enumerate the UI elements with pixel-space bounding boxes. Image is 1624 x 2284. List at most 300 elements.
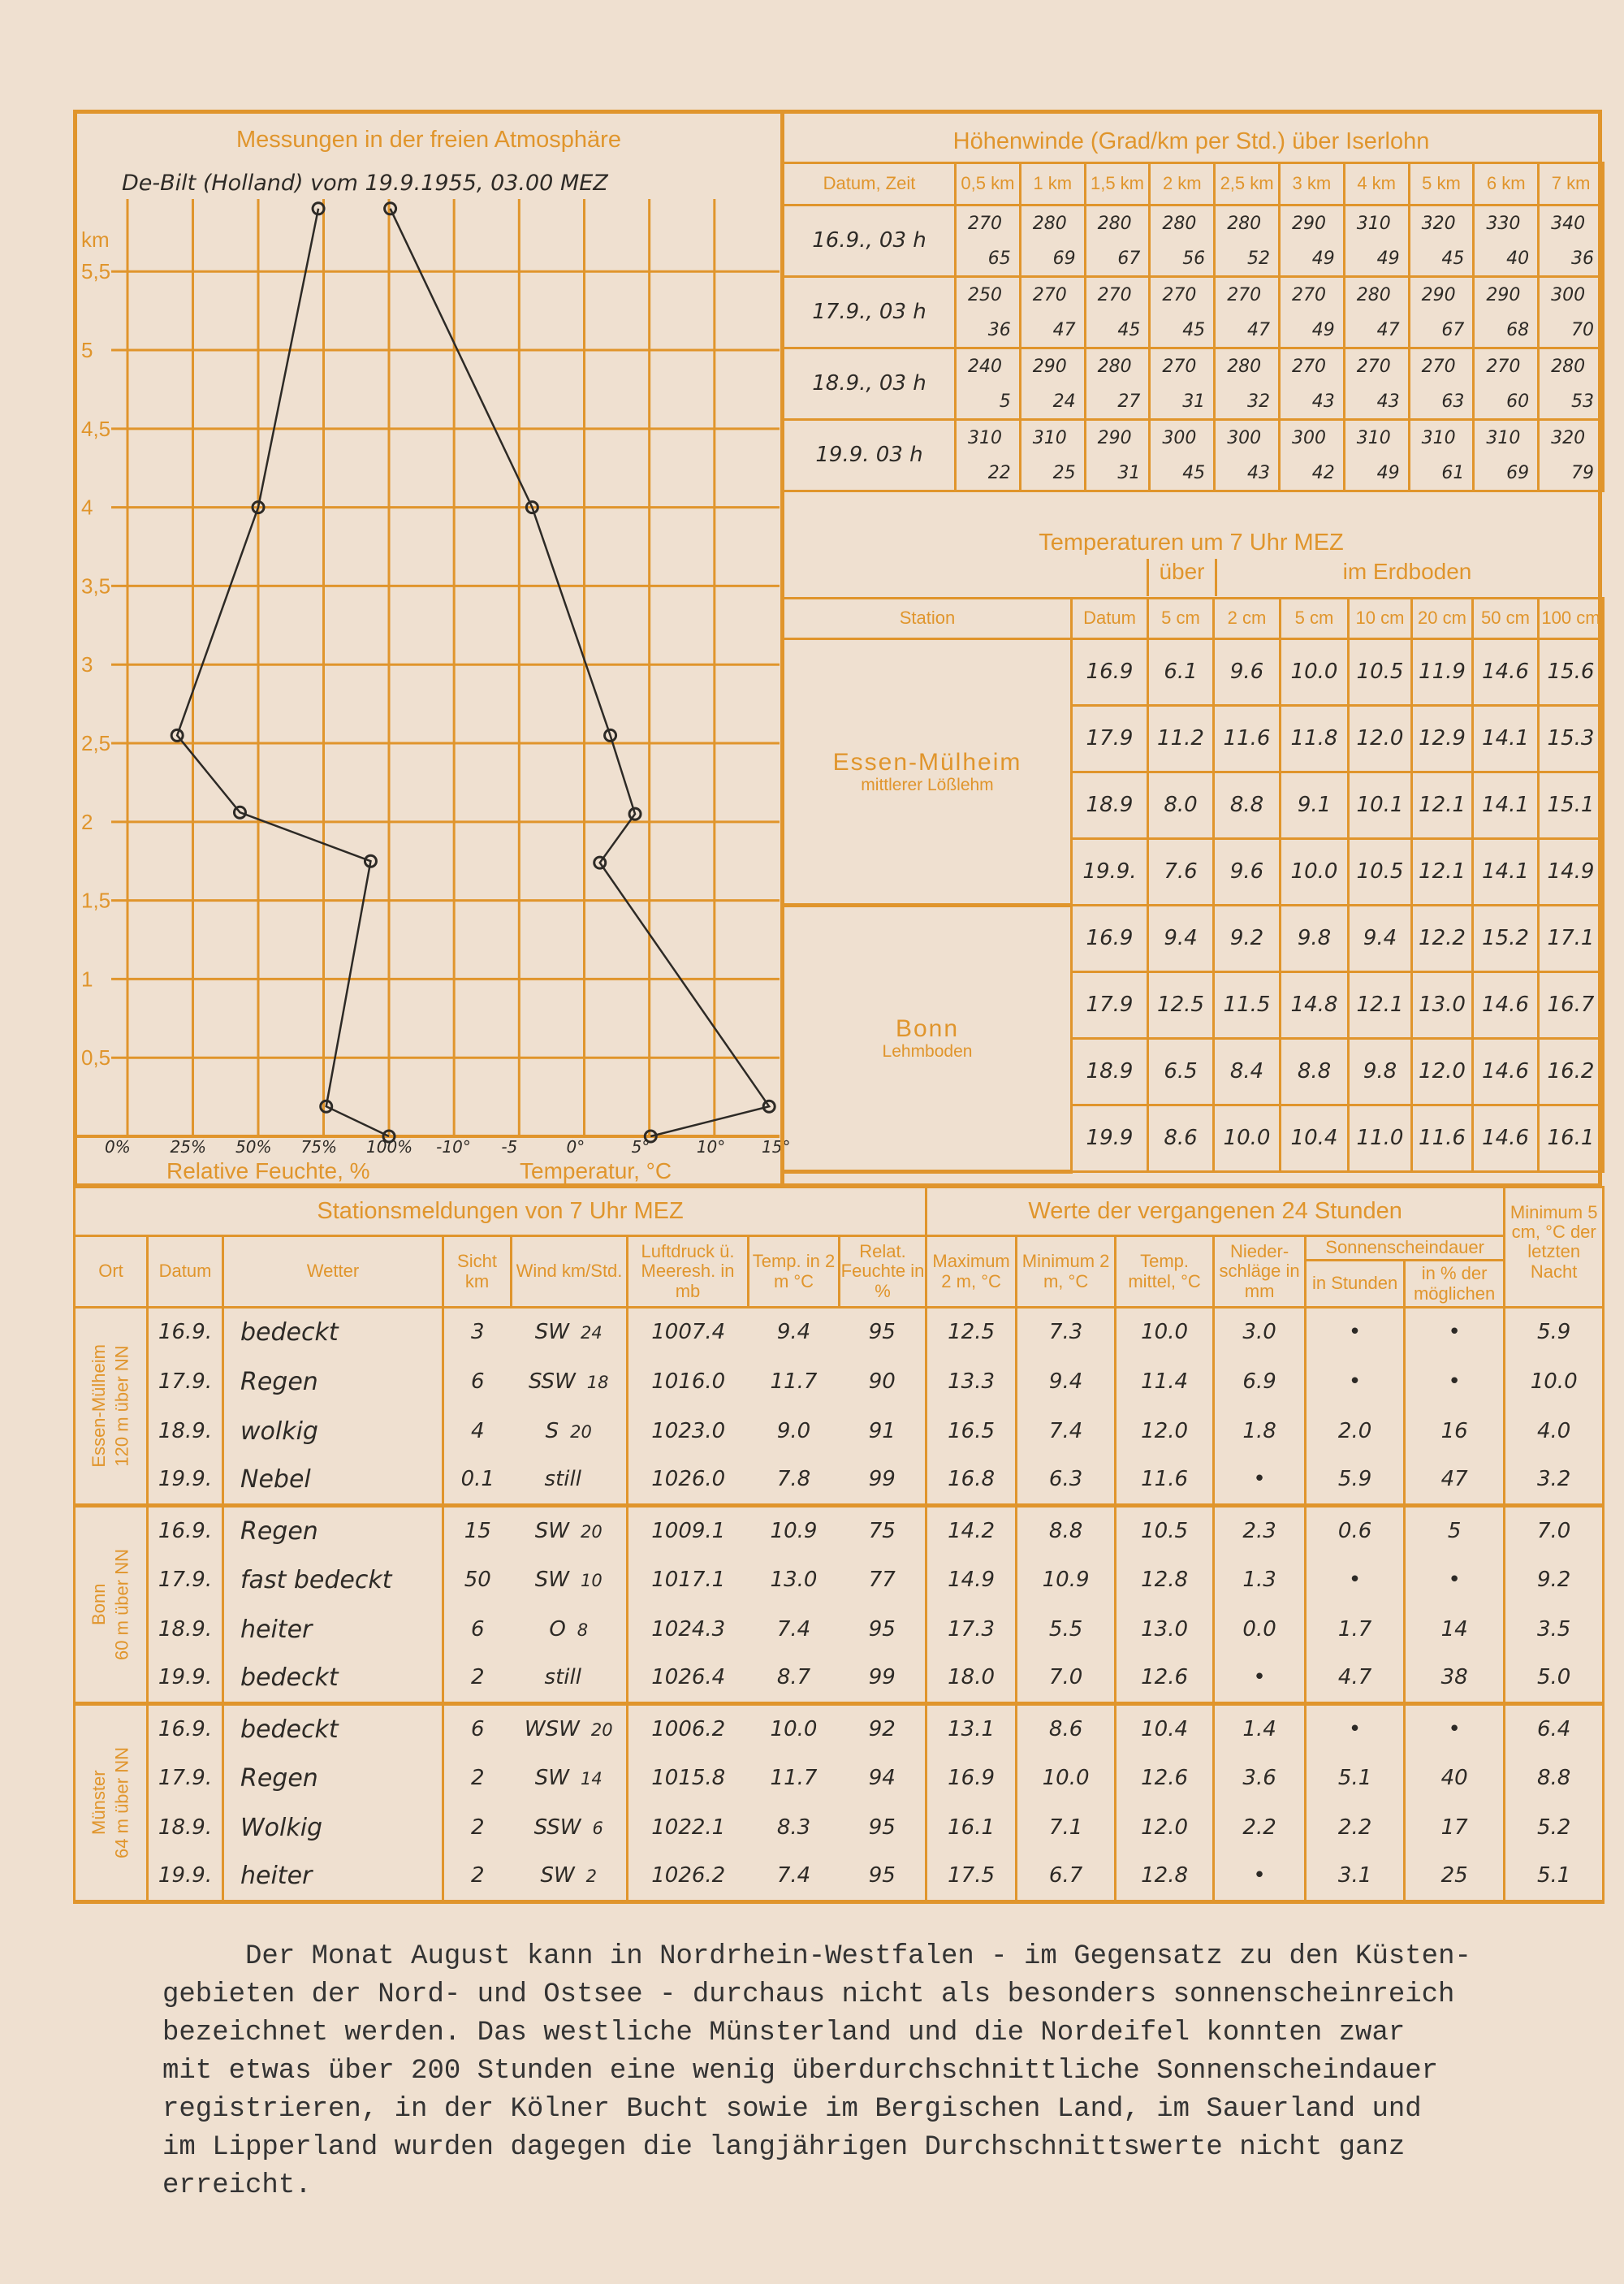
stations-header-cell: Maximum 2 m, °C: [926, 1236, 1017, 1308]
stations-title: Stationsmeldungen von 7 Uhr MEZ: [75, 1187, 926, 1236]
winds-cell: [1344, 348, 1409, 420]
wind-direction: 340: [1551, 214, 1586, 234]
visibility: 2: [443, 1754, 512, 1803]
value-cell: 4.0: [1505, 1407, 1604, 1456]
winds-cell: [1409, 348, 1474, 420]
soil-temp-value: 8.8: [1214, 772, 1281, 839]
value-cell: •: [1306, 1704, 1405, 1754]
y-tick-label: 5: [81, 338, 93, 363]
value-cell: 1026.4: [628, 1655, 749, 1704]
y-tick-label: 3,5: [81, 573, 111, 599]
visibility: 4: [443, 1407, 512, 1456]
value-cell: 5.1: [1505, 1853, 1604, 1902]
value-cell: 5.9: [1306, 1456, 1405, 1506]
soil-date: 18.9: [1072, 772, 1148, 839]
value-cell: 99: [840, 1456, 926, 1506]
value-cell: 4.7: [1306, 1655, 1405, 1704]
value-cell: 1026.2: [628, 1853, 749, 1902]
value-cell: •: [1214, 1655, 1306, 1704]
value-cell: 3.5: [1505, 1605, 1604, 1655]
wind-cell: [512, 1754, 628, 1803]
value-cell: 5: [1405, 1506, 1505, 1555]
soil-temp-value: 11.9: [1412, 639, 1473, 706]
wind-direction: still: [544, 1665, 581, 1690]
value-cell: 12.5: [926, 1308, 1017, 1357]
wind-speed: 45: [1441, 248, 1465, 269]
wind-speed: 47: [1052, 319, 1076, 340]
soil-temp-value: 12.5: [1148, 972, 1214, 1039]
x2-axis-title: Temperatur, °C: [520, 1158, 672, 1183]
y-tick-label: 2: [81, 809, 93, 834]
soil-temp-value: 9.4: [1349, 906, 1412, 972]
wind-direction: SW: [534, 1518, 569, 1543]
value-cell: 5.2: [1505, 1803, 1604, 1853]
station-soil-type: mittlerer Lößlehm: [861, 775, 994, 794]
station-location: [75, 1506, 148, 1704]
stations-header-cell: Relat. Feuchte in %: [840, 1236, 926, 1308]
winds-date: 19.9. 03 h: [784, 420, 956, 491]
value-cell: 92: [840, 1704, 926, 1754]
value-cell: 75: [840, 1506, 926, 1555]
y-tick-label: 0,5: [81, 1045, 111, 1071]
y-tick-label: 1: [81, 967, 93, 992]
station-location-name: Bonn: [88, 1583, 109, 1626]
winds-date: 18.9., 03 h: [784, 348, 956, 420]
value-cell: 10.0: [770, 1716, 818, 1741]
winds-cell: [1344, 277, 1409, 348]
soil-temp-value: 9.1: [1281, 772, 1349, 839]
soil-temp-value: 12.9: [1412, 706, 1473, 772]
wind-speed: 49: [1376, 248, 1400, 269]
soil-date: 17.9: [1072, 706, 1148, 772]
soil-header-row: [784, 599, 1604, 639]
wind-cell: [512, 1357, 628, 1407]
winds-cell: [1215, 348, 1280, 420]
date: 19.9.: [148, 1655, 223, 1704]
value-cell: 16.1: [926, 1803, 1017, 1853]
soil-temp-value: 16.7: [1539, 972, 1604, 1039]
soil-group-over: über: [1147, 559, 1217, 596]
date: 17.9.: [148, 1754, 223, 1803]
value-cell: •: [1405, 1308, 1505, 1357]
value-cell: 1026.0: [628, 1456, 749, 1506]
wind-speed: 49: [1311, 319, 1335, 340]
value-cell: 94: [840, 1754, 926, 1803]
stations-header-cell: Wetter: [223, 1236, 443, 1308]
value-cell: 10.0: [1116, 1308, 1214, 1357]
soil-temp-value: 11.6: [1412, 1105, 1473, 1172]
soil-temp-value: 10.0: [1281, 839, 1349, 906]
value-cell: 7.1: [1017, 1803, 1116, 1853]
x1-tick-label: 0%: [105, 1137, 131, 1157]
soil-temp-value: 8.8: [1281, 1039, 1349, 1105]
soil-title: Temperaturen um 7 Uhr MEZ: [1039, 530, 1344, 556]
winds-cell: [956, 420, 1021, 491]
wind-direction: 270: [1032, 285, 1067, 305]
winds-cell: [1409, 277, 1474, 348]
value-cell: 90: [840, 1357, 926, 1407]
soil-temp-value: 15.2: [1473, 906, 1539, 972]
value-cell: 12.8: [1116, 1853, 1214, 1902]
soil-header-cell: Station: [784, 599, 1072, 639]
station-location-elevation: 64 m über NN: [111, 1747, 132, 1858]
value-cell: 14.9: [926, 1555, 1017, 1605]
value-cell: •: [1214, 1456, 1306, 1506]
value-cell: 1.8: [1214, 1407, 1306, 1456]
wind-direction: 280: [1097, 214, 1132, 234]
winds-cell: [956, 277, 1021, 348]
winds-header-cell: 1,5 km: [1085, 163, 1150, 205]
winds-header-cell: 3 km: [1279, 163, 1344, 205]
wind-direction: SW: [534, 1567, 569, 1592]
station-location-label: [88, 1344, 134, 1468]
soil-header-cell: 10 cm: [1349, 599, 1412, 639]
value-cell: 1022.1: [651, 1815, 726, 1840]
wind-direction: 310: [1356, 428, 1391, 448]
wind-direction: 270: [1162, 285, 1197, 305]
soil-row: [784, 906, 1604, 972]
x2-tick-label: -5: [501, 1137, 518, 1157]
winds-header-cell: Datum, Zeit: [784, 163, 956, 205]
winds-header-cell: 0,5 km: [956, 163, 1021, 205]
value-cell: 10.4: [1116, 1704, 1214, 1754]
value-cell: 12.0: [1116, 1803, 1214, 1853]
station-report-row: [75, 1308, 1604, 1357]
wind-speed: 63: [1441, 391, 1465, 412]
value-cell: 17.3: [926, 1605, 1017, 1655]
value-cell: 1023.0: [651, 1418, 726, 1443]
x1-tick-label: 25%: [170, 1137, 206, 1157]
station-report-row: [75, 1754, 1604, 1803]
y-tick-label: 3: [81, 652, 93, 677]
wind-speed: 8: [577, 1620, 589, 1640]
x1-tick-label: 75%: [300, 1137, 337, 1157]
station-location-label: [88, 1549, 134, 1660]
soil-date: 19.9.: [1072, 839, 1148, 906]
stations-header-cell: Temp. in 2 m °C: [749, 1236, 840, 1308]
wind-direction: WSW: [524, 1716, 580, 1741]
winds-date: 16.9., 03 h: [784, 205, 956, 277]
value-cell: 3.2: [1505, 1456, 1604, 1506]
value-cell: 1009.1: [651, 1518, 726, 1543]
y-tick-label: 5,5: [81, 259, 111, 284]
date: 18.9.: [148, 1605, 223, 1655]
wind-speed: 31: [1182, 391, 1206, 412]
soil-header-cell: 50 cm: [1473, 599, 1539, 639]
wind-direction: 310: [968, 428, 1002, 448]
soil-temp-value: 7.6: [1148, 839, 1214, 906]
winds-cell: [1344, 205, 1409, 277]
weather: heiter: [223, 1605, 443, 1655]
value-cell: 16: [1405, 1407, 1505, 1456]
value-cell: 10.9: [1017, 1555, 1116, 1605]
wind-direction: 300: [1227, 428, 1262, 448]
winds-cell: [1539, 277, 1604, 348]
winds-row: [784, 277, 1604, 348]
wind-direction: 330: [1486, 214, 1521, 234]
wind-direction: 300: [1162, 428, 1197, 448]
value-cell: 16.9: [926, 1754, 1017, 1803]
soil-row: [784, 639, 1604, 706]
value-cell: 12.6: [1116, 1754, 1214, 1803]
value-cell: 8.7: [749, 1655, 840, 1704]
soil-temp-value: 14.1: [1473, 839, 1539, 906]
wind-direction: 270: [968, 214, 1002, 234]
past24h-title: Werte der vergangenen 24 Stunden: [926, 1187, 1505, 1236]
value-cell: 99: [840, 1655, 926, 1704]
station-report-row: [75, 1655, 1604, 1704]
date: 18.9.: [148, 1803, 223, 1853]
value-cell: 12.8: [1116, 1555, 1214, 1605]
station-location: [75, 1308, 148, 1506]
value-cell: 5.9: [1505, 1308, 1604, 1357]
wind-direction: 270: [1162, 357, 1197, 377]
winds-cell: [1279, 205, 1344, 277]
value-cell: 7.4: [749, 1853, 840, 1902]
winds-cell: [1279, 348, 1344, 420]
soil-header-cell: Datum: [1072, 599, 1148, 639]
weather: Nebel: [223, 1456, 443, 1506]
winds-header-cell: 1 km: [1020, 163, 1085, 205]
value-cell: 9.4: [1017, 1357, 1116, 1407]
soil-date: 17.9: [1072, 972, 1148, 1039]
wind-direction: 290: [1421, 285, 1456, 305]
value-cell: 10.5: [1116, 1506, 1214, 1555]
wind-speed: 56: [1182, 248, 1206, 269]
soil-temp-value: 14.6: [1473, 639, 1539, 706]
wind-direction: 280: [1162, 214, 1197, 234]
weather: Regen: [223, 1357, 443, 1407]
value-cell: 12.6: [1116, 1655, 1214, 1704]
winds-cell: [1539, 420, 1604, 491]
value-cell: •: [1306, 1555, 1405, 1605]
winds-cell: [1215, 420, 1280, 491]
wind-direction: SSW: [528, 1369, 576, 1394]
winds-header-row: [784, 163, 1604, 205]
visibility: 3: [443, 1308, 512, 1357]
wind-speed: 22: [987, 462, 1011, 483]
date: 19.9.: [148, 1456, 223, 1506]
station-location-name: Essen-Mülheim: [88, 1344, 109, 1468]
y-axis-label: km: [81, 227, 110, 252]
soil-date: 16.9: [1072, 906, 1148, 972]
value-cell: 7.4: [776, 1616, 811, 1642]
value-cell: 14.2: [926, 1506, 1017, 1555]
weather: bedeckt: [223, 1308, 443, 1357]
wind-speed: 31: [1117, 462, 1141, 483]
winds-cell: [1409, 420, 1474, 491]
stations-header-cell: Sicht km: [443, 1236, 512, 1308]
wind-speed: 49: [1376, 462, 1400, 483]
wind-speed: 60: [1506, 391, 1530, 412]
value-cell: 6.4: [1505, 1704, 1604, 1754]
value-cell: 10.9: [770, 1518, 818, 1543]
wind-speed: 79: [1570, 462, 1594, 483]
wind-speed: 47: [1376, 319, 1400, 340]
winds-cell: [1279, 277, 1344, 348]
value-cell: 2.2: [1306, 1803, 1405, 1853]
visibility: 2: [443, 1803, 512, 1853]
soil-temp-value: 15.6: [1539, 639, 1604, 706]
soil-temp-value: 14.8: [1281, 972, 1349, 1039]
wind-direction: SW: [534, 1765, 569, 1790]
value-cell: 40: [1405, 1754, 1505, 1803]
value-cell: 11.6: [1116, 1456, 1214, 1506]
wind-cell: [512, 1605, 628, 1655]
station-report-row: [75, 1853, 1604, 1902]
wind-direction: 280: [1551, 357, 1586, 377]
x1-tick-label: 50%: [235, 1137, 272, 1157]
winds-cell: [1474, 420, 1539, 491]
stations-header-cell: Wind km/Std.: [512, 1236, 628, 1308]
value-cell: 1.3: [1214, 1555, 1306, 1605]
soil-temp-value: 8.6: [1148, 1105, 1214, 1172]
wind-cell: [512, 1704, 628, 1754]
winds-date: 17.9., 03 h: [784, 277, 956, 348]
wind-cell: [512, 1506, 628, 1555]
sunshine-hours-header: in Stunden: [1306, 1261, 1405, 1308]
wind-speed: 45: [1117, 319, 1141, 340]
value-cell: 17: [1405, 1803, 1505, 1853]
visibility: 6: [443, 1357, 512, 1407]
winds-cell: [1474, 205, 1539, 277]
wind-speed: 43: [1246, 462, 1270, 483]
value-cell: 9.4: [776, 1320, 811, 1345]
visibility: 6: [443, 1605, 512, 1655]
winds-header-cell: 2 km: [1150, 163, 1215, 205]
wind-speed: 36: [1570, 248, 1594, 269]
soil-temp-value: 17.1: [1539, 906, 1604, 972]
wind-speed: 45: [1182, 319, 1206, 340]
wind-speed: 20: [590, 1719, 613, 1740]
value-cell: 1016.0: [651, 1369, 726, 1394]
stations-title-row: [75, 1187, 1604, 1236]
soil-temp-value: 11.0: [1349, 1105, 1412, 1172]
temperature-line: [391, 209, 770, 1136]
wind-direction: 280: [1097, 357, 1132, 377]
value-cell: •: [1214, 1853, 1306, 1902]
value-cell: 7.8: [749, 1456, 840, 1506]
soil-temp-value: 16.1: [1539, 1105, 1604, 1172]
wind-cell: [512, 1803, 628, 1853]
weather: Regen: [223, 1754, 443, 1803]
x2-tick-label: -10°: [436, 1137, 471, 1157]
wind-speed: 14: [580, 1768, 603, 1789]
winds-title: Höhenwinde (Grad/km per Std.) über Iserlohn: [952, 128, 1430, 154]
soil-header-cell: 2 cm: [1214, 599, 1281, 639]
chart-subtitle: De-Bilt (Holland) vom 19.9.1955, 03.00 MEZ: [122, 171, 608, 196]
wind-speed: 53: [1570, 391, 1594, 412]
date: 16.9.: [148, 1704, 223, 1754]
wind-direction: SW: [534, 1320, 569, 1345]
weather: fast bedeckt: [223, 1555, 443, 1605]
wind-speed: 52: [1246, 248, 1270, 269]
wind-direction: 280: [1227, 357, 1262, 377]
winds-row: [784, 348, 1604, 420]
wind-direction: 280: [1356, 285, 1391, 305]
visibility: 50: [443, 1555, 512, 1605]
value-cell: 11.7: [770, 1369, 818, 1394]
winds-cell: [1020, 277, 1085, 348]
value-cell: 6.3: [1017, 1456, 1116, 1506]
value-cell: 10.0: [1505, 1357, 1604, 1407]
soil-date: 19.9: [1072, 1105, 1148, 1172]
value-cell: •: [1306, 1308, 1405, 1357]
wind-direction: 270: [1486, 357, 1521, 377]
date: 16.9.: [148, 1506, 223, 1555]
winds-cell: [1085, 205, 1150, 277]
station-reports-table: [73, 1186, 1605, 1904]
date: 18.9.: [148, 1407, 223, 1456]
wind-speed: 20: [570, 1421, 592, 1442]
visibility: 0.1: [443, 1456, 512, 1506]
value-cell: 1.4: [1214, 1704, 1306, 1754]
winds-cell: [1150, 348, 1215, 420]
value-cell: 9.0: [776, 1418, 811, 1443]
x2-tick-label: 10°: [696, 1137, 726, 1157]
station-report-row: [75, 1803, 1604, 1853]
station-report-row: [75, 1456, 1604, 1506]
station-report-row: [75, 1506, 1604, 1555]
wind-direction: 280: [1227, 214, 1262, 234]
station-location: [75, 1704, 148, 1902]
wind-direction: 310: [1356, 214, 1391, 234]
wind-direction: 320: [1421, 214, 1456, 234]
wind-cell: [512, 1555, 628, 1605]
wind-direction: O: [549, 1616, 566, 1642]
soil-temp-value: 9.6: [1214, 639, 1281, 706]
value-cell: 16.5: [926, 1407, 1017, 1456]
soil-temp-value: 9.8: [1281, 906, 1349, 972]
soil-temp-value: 6.1: [1148, 639, 1214, 706]
value-cell: 38: [1405, 1655, 1505, 1704]
soil-temp-value: 11.6: [1214, 706, 1281, 772]
wind-speed: 69: [1052, 248, 1076, 269]
winds-header-cell: 4 km: [1344, 163, 1409, 205]
wind-cell: [512, 1655, 628, 1704]
wind-direction: SW: [540, 1863, 575, 1888]
value-cell: 95: [840, 1605, 926, 1655]
station-location-elevation: 120 m über NN: [111, 1345, 132, 1467]
wind-direction: 290: [1486, 285, 1521, 305]
value-cell: •: [1306, 1357, 1405, 1407]
winds-table: [782, 162, 1605, 492]
value-cell: 7.0: [1505, 1506, 1604, 1555]
wind-direction: 270: [1291, 357, 1326, 377]
wind-speed: 2: [585, 1867, 598, 1887]
soil-group-ground: im Erdboden: [1342, 559, 1472, 584]
wind-speed: 61: [1441, 462, 1465, 483]
winds-header-cell: 2,5 km: [1215, 163, 1280, 205]
station-name: Essen-Mülheim: [832, 748, 1022, 776]
value-cell: 8.3: [776, 1815, 811, 1840]
station-location-label: [88, 1747, 134, 1858]
wind-direction: 320: [1551, 428, 1586, 448]
stations-header-cell: Nieder-schläge in mm: [1214, 1236, 1306, 1308]
station-report-row: [75, 1555, 1604, 1605]
soil-temp-value: 10.5: [1349, 839, 1412, 906]
winds-cell: [1474, 348, 1539, 420]
visibility: 6: [443, 1704, 512, 1754]
winds-cell: [1344, 420, 1409, 491]
wind-direction: S: [545, 1418, 559, 1443]
sunshine-percent-header: in % der möglichen: [1405, 1261, 1505, 1308]
stations-header-cell: Ort: [75, 1236, 148, 1308]
value-cell: 1006.2: [651, 1716, 726, 1741]
x2-tick-label: 15°: [762, 1137, 791, 1157]
value-cell: 6.7: [1017, 1853, 1116, 1902]
soil-temp-value: 9.6: [1214, 839, 1281, 906]
